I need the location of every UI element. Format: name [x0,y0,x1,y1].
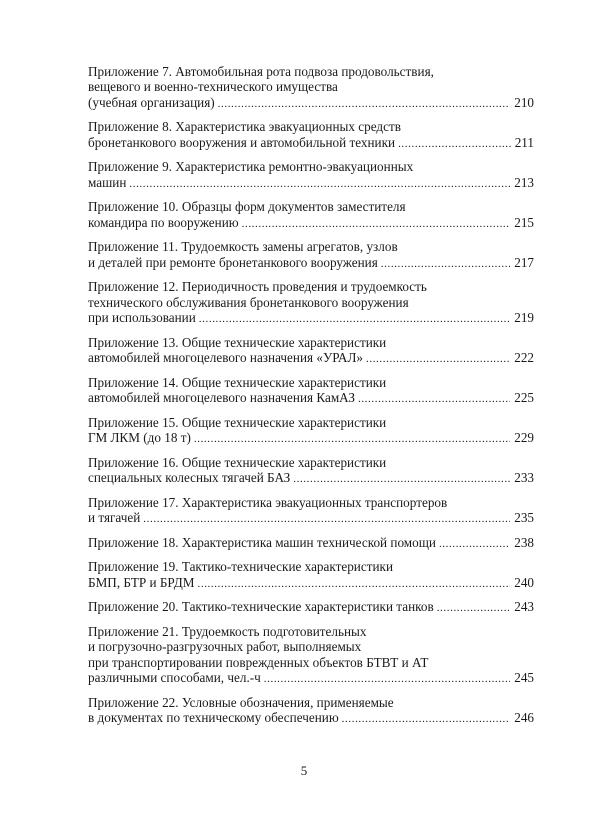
toc-entry-line: технического обслуживания бронетанкового вооружения [88,294,409,310]
toc-page-number: 219 [514,310,534,326]
toc-entry [88,64,534,112]
toc-entry-line: (учебная организация) [88,94,215,110]
toc-entry-line: вещевого и военно-технического имущества [88,79,338,95]
toc-entry-line: командира по вооружению [88,214,239,230]
dot-leader [439,537,510,552]
dot-leader [398,137,511,152]
dot-leader [198,577,511,592]
toc-entry [88,415,534,448]
toc-entry-line: Приложение 21. Трудоемкость подготовительных [88,624,367,639]
toc-entry-line: специальных колесных тягачей БАЗ [88,470,291,486]
toc-entry-line: Приложение 10. Образцы форм документов заместителя [88,199,406,215]
toc-entry [88,335,534,368]
toc-entry-last-line [88,175,534,192]
dot-leader [143,512,510,527]
dot-leader [129,177,510,192]
toc-entry-line: Приложение 7. Автомобильная рота подвоза продовольствия, [88,64,434,79]
toc-entry-line: Приложение 16. Общие технические характеристики [88,454,387,470]
dot-leader [437,601,511,616]
toc-page-number: 213 [514,174,534,190]
dot-leader [199,312,510,327]
toc-entry [88,624,534,688]
toc-entry-line: автомобилей многоцелевого назначения «УРАЛ» [88,350,363,366]
toc-page-number: 235 [514,510,534,526]
toc-page-number: 215 [514,214,534,230]
toc-page-number: 238 [514,534,534,550]
toc-entry-last-line [88,535,534,552]
toc-entry [88,159,534,192]
toc-page-number: 211 [514,134,534,150]
toc-entry-last-line [88,310,534,327]
page-number: 5 [300,763,308,778]
toc-entry [88,375,534,408]
toc-entry-last-line [88,599,534,616]
toc-entry-line: и деталей при ремонте бронетанкового вооружения [88,254,378,270]
toc-entry [88,535,534,552]
toc-page-number: 233 [514,470,534,486]
toc-entry-line: при транспортировании поврежденных объектов БТВТ и АТ [88,654,429,670]
toc-entry-line: различными способами, чел.-ч [88,670,261,686]
toc-page-number: 210 [514,94,534,110]
toc-entry-last-line [88,135,534,152]
toc-entry-line: Приложение 9. Характеристика ремонтно-эвакуационных [88,159,414,175]
toc-entry [88,199,534,232]
toc-entry-line: Приложение 19. Тактико-технические характеристики [88,559,394,575]
toc-page-number: 222 [514,350,534,366]
toc-entry [88,695,534,728]
dot-leader [218,97,511,112]
toc-entry [88,599,534,616]
toc-entry [88,559,534,592]
dot-leader [264,672,510,687]
toc-entry-last-line [88,390,534,407]
toc-entry-last-line [88,470,534,487]
dot-leader [366,352,510,367]
toc-entry [88,119,534,152]
toc-entry-line: Приложение 8. Характеристика эвакуационных средств [88,119,401,135]
toc-entry-line: и тягачей [88,510,141,526]
toc-entry-line: бронетанкового вооружения и автомобильной техники [88,134,396,150]
toc-entry-line: Приложение 11. Трудоемкость замены агрегатов, узлов [88,239,398,255]
toc-entry-line: в документах по техническому обеспечению [88,710,339,726]
dot-leader [358,392,510,407]
dot-leader [381,257,510,272]
toc-entry-last-line [88,430,534,447]
toc-entry-line: Приложение 22. Условные обозначения, применяемые [88,694,394,710]
toc-page-number: 229 [514,430,534,446]
dot-leader [293,472,510,487]
toc-entry-last-line [88,510,534,527]
toc-entry-last-line [88,215,534,232]
toc-entry [88,279,534,327]
toc-entry-last-line [88,710,534,727]
table-of-contents [88,64,534,735]
toc-entry-last-line [88,575,534,592]
toc-entry-line: при использовании [88,310,196,326]
toc-page-number: 246 [514,710,534,726]
toc-entry [88,239,534,272]
toc-entry-line: автомобилей многоцелевого назначения КамАЗ [88,390,355,406]
toc-entry-line: Приложение 18. Характеристика машин технической помощи [88,534,436,550]
toc-page-number: 240 [514,574,534,590]
toc-entry-line: машин [88,174,127,190]
toc-page-number: 217 [514,254,534,270]
toc-page-number: 245 [514,670,534,686]
toc-page-number: 225 [514,390,534,406]
toc-entry-last-line [88,350,534,367]
toc-entry-line: Приложение 17. Характеристика эвакуационных транспортеров [88,494,448,510]
toc-entry-line: Приложение 12. Периодичность проведения и трудоемкость [88,279,427,295]
toc-entry-line: Приложение 15. Общие технические характеристики [88,414,387,430]
toc-entry-last-line [88,670,534,687]
toc-entry-line: Приложение 20. Тактико-технические характеристики танков [88,599,434,615]
toc-entry-line: Приложение 13. Общие технические характеристики [88,334,387,350]
dot-leader [342,712,511,727]
toc-entry-line: БМП, БТР и БРДМ [88,574,195,590]
toc-entry-last-line [88,95,534,112]
toc-entry [88,495,534,528]
toc-entry-line: Приложение 14. Общие технические характеристики [88,374,387,390]
dot-leader [194,432,510,447]
toc-entry-line: ГМ ЛКМ (до 18 т) [88,430,191,446]
toc-page-number: 243 [514,599,534,615]
toc-entry-line: и погрузочно-разгрузочных работ, выполняемых [88,639,362,655]
toc-entry-last-line [88,255,534,272]
dot-leader [242,217,511,232]
toc-entry [88,455,534,488]
